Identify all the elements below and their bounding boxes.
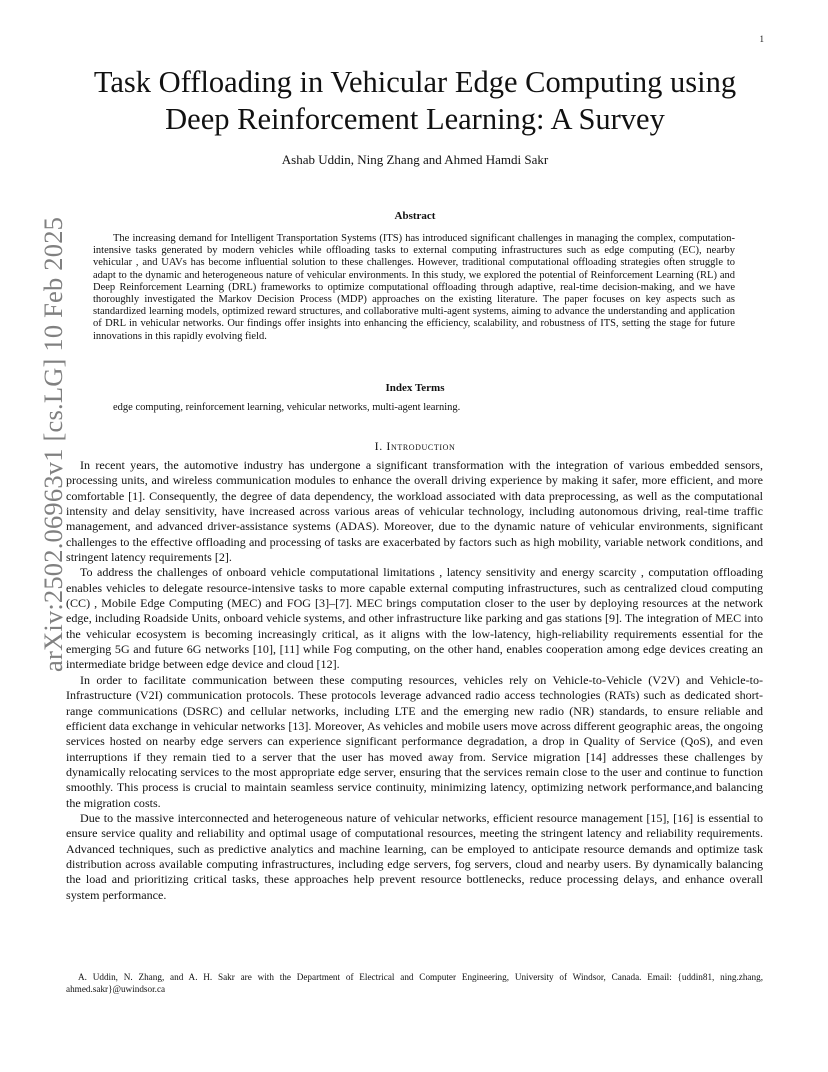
paragraph: To address the challenges of onboard vehicle computational limitations , latency sensitivity and energy scarcity , computation offloading enables vehicles to delegate resource-intensive tasks to more capable external computing infrastructures, such as centralized cloud computing (CC) , Mobile Edge Computing (MEC) and FOG [3]–[7]. MEC brings computation closer to the user by deploying resources at the network edge, including Roadside Units, onboard vehicle systems, and other infrastructure like parking and gas stations [9]. The integration of MEC into the vehicular ecosystem is becoming increasingly critical, as it aligns with the low-latency, high-reliability requirements essential for the emerging 5G and future 6G networks [10], [11] while Fog computing, on the other hand, enables cooperation among edge devices creating an intermediate bridge between edge device and cloud [12]. — [66, 565, 763, 672]
section-numeral: I. — [374, 439, 387, 453]
section-title: Introduction — [386, 439, 456, 453]
title-line-1: Task Offloading in Vehicular Edge Computing using — [93, 65, 737, 99]
paragraph: Due to the massive interconnected and heterogeneous nature of vehicular networks, efficient resource management [15], [16] is essential to ensure service quality and reliability and optimal usage of computational resources, meeting the stringent latency and reliability requirements. Advanced techniques, such as predictive analytics and machine learning, can be employed to anticipate resource demands and optimize task distribution across available computing infrastructures, including edge servers, fog servers, cloud and nearby users. By dynamically balancing the load and prioritizing critical tasks, these approaches help prevent resource bottlenecks, reduce processing delays, and enhance overall system performance. — [66, 810, 763, 902]
index-terms-heading: Index Terms — [385, 382, 445, 394]
abstract-text: The increasing demand for Intelligent Transportation Systems (ITS) has introduced significant challenges in managing the complex, computation-intensive tasks generated by modern vehicles while offloading tasks to external computing infrastructures such as edge computing (EC), nearby vehicular , and UAVs has become influential solution to these challenges. However, traditional computational offloading strategies often struggle to adapt to the dynamic and heterogeneous nature of vehicular environments. In this study, we explored the potential of Reinforcement Learning (RL) and Deep Reinforcement Learning (DRL) frameworks to optimize computational offloading through adaptive, real-time decision-making, and we have thoroughly investigated the Markov Decision Process (MDP) approaches on the existing literature. The paper focuses on key aspects such as standardized learning models, optimized reward structures, and collaborative multi-agent systems, aiming to advance the understanding and application of DRL in vehicular networks. Our findings offer insights into enhancing the efficiency, scalability, and robustness of ITS, setting the stage for future innovations in this rapidly evolving field. — [93, 233, 735, 342]
page-number: 1 — [759, 34, 764, 44]
introduction-body — [66, 458, 763, 903]
title-line-2: Deep Reinforcement Learning: A Survey — [165, 102, 665, 136]
paper-title — [40, 64, 790, 138]
index-terms-text: edge computing, reinforcement learning, vehicular networks, multi-agent learning. — [113, 402, 461, 413]
paragraph: In order to facilitate communication between these computing resources, vehicles rely on Vehicle-to-Vehicle (V2V) and Vehicle-to-Infrastructure (V2I) communication protocols. These protocols leverage advanced radio access technologies (RATs) such as dedicated short-range communications (DSRC) and cellular networks, including LTE and the emerging new radio (NR) standards, to ensure reliable and efficient data exchange in vehicular networks [13]. Moreover, As vehicles and mobile users move across different geographic areas, the ongoing services hosted on nearby edge servers can experience significant performance degradation, a drop in Quality of Service (QoS), and even interruptions if they remain tied to a server that the user has moved away from. Service migration [14] addresses these challenges by dynamically relocating services to the most appropriate edge server, ensuring that the services remain close to the user and continue to function smoothly. This process is crucial to maintain seamless service continuity, minimizing latency, optimizing network performance,and balancing the migration costs. — [66, 672, 763, 810]
author-list: Ashab Uddin, Ning Zhang and Ahmed Hamdi Sakr — [281, 152, 549, 167]
arxiv-identifier: arXiv:2502.06963v1 [cs.LG] 10 Feb 2025 — [38, 216, 68, 672]
abstract-heading: Abstract — [394, 210, 436, 222]
paragraph: In recent years, the automotive industry has undergone a significant transformation with the integration of various embedded sensors, processing units, and wireless communication modules to enhance the overall driving experience by making it safer, more efficient, and more comfortable [1]. Consequently, the degree of data dependency, the workload associated with data preprocessing, as well as the computational intensity and delay sensitivity, have increased across various areas of vehicular technology, including autonomous driving, real-time traffic management, and advanced driver-assistance systems (ADAS). Moreover, due to the dynamic nature of vehicular environments, significant challenges to the effective offloading and processing of tasks are exacerbated by factors such as high mobility, variable network conditions, and stringent latency requirements [2]. — [66, 458, 763, 565]
author-affiliation-footnote: A. Uddin, N. Zhang, and A. H. Sakr are with the Department of Electrical and Computer Engineering, University of Windsor, Canada. Email: {uddin81, ning.zhang, ahmed.sakr}@uwindsor.ca — [66, 972, 763, 994]
section-heading — [40, 439, 790, 454]
